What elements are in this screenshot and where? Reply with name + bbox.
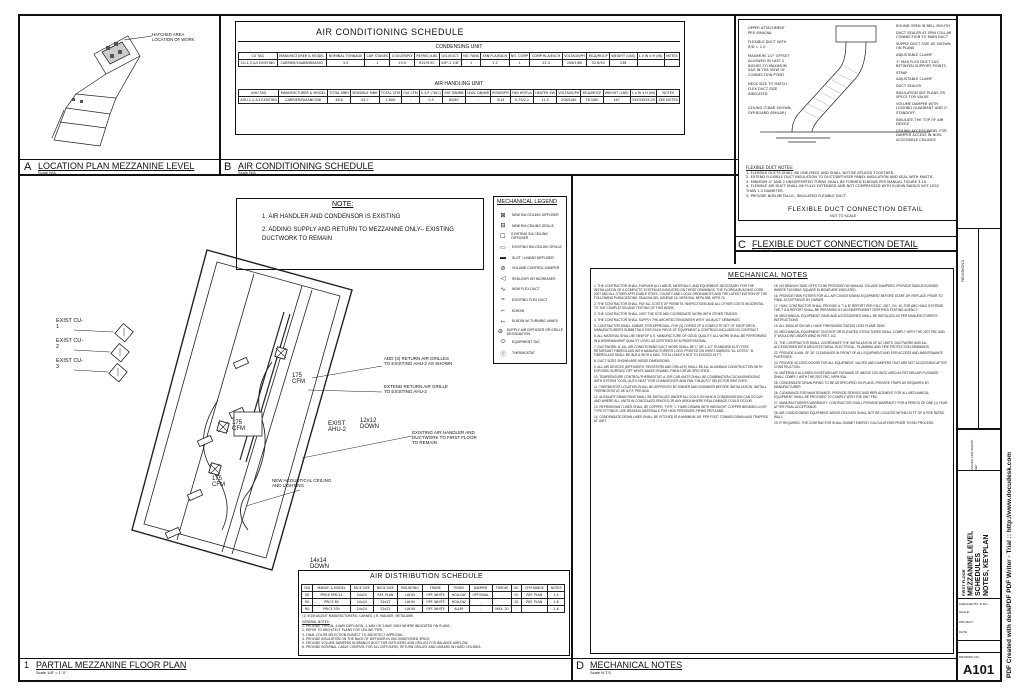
checked-by: CHECKED BY: B.M.L. (959, 602, 989, 606)
cfm-low-label: 175 CFM (212, 476, 225, 488)
flex-note: 4. FLEXIBLE AIR DUCT SHALL BE FULLY EXTENDED AND NOT COMPRESSED WITH ELBOW RADIUS NOT LESS THAN 1.5 DIAMETER. (746, 184, 939, 193)
table-cell: REF. PLAN (521, 592, 548, 599)
table-cell: - (465, 97, 490, 104)
legend-label: NEW S/A CEILING DIFFUSER (512, 213, 559, 218)
table-header-cell: O/A CFM (403, 91, 418, 95)
table-cell: REF. PLAN (521, 599, 548, 606)
legend-title: MECHANICAL LEGEND (497, 199, 558, 205)
legend-label: NEW FLEX DUCT (512, 287, 540, 292)
table-cell: 24x24 (350, 599, 373, 606)
title-block-h4 (957, 598, 1002, 599)
mech-note: 14. CONDENSATE DRAIN LINES SHALL BE PITCHED AT A MINIMUM 1/8" PER FOOT TOWARD DRAIN AND TRAPPED AT UNIT. (594, 415, 768, 424)
mech-note: 17. HVAC CONTRACTOR SHALL PROVIDE A "T & B" REPORT PER F.B.C. 2007, CH. 10, FOR ABC HVAC SYSTEMS. THE T & B REPORT SHALL BE PREPARED BY AN INDEPENDENT CERTIFIED TESTING AGENCY. (774, 304, 945, 313)
table-cell: MAX. 20 (492, 606, 512, 613)
table-header-cell: LIQ./SUCT. (439, 53, 461, 60)
table-cell: 20 (512, 592, 521, 599)
mech-note: 12. AUXILIARY DRAIN PANS SHALL BE INSTALLED UNDER ALL COILS ON WHICH CONDENSATION CAN OCCUR AND WHERE ALL UNITS IN CONCEALED SPACES OR ANY AREA WHERE REAL DAMAGE COULD OCCUR. (594, 395, 763, 404)
table-cell: HOLLOW (448, 599, 469, 606)
legend-label: VOLUME CONTROL DAMPER (512, 266, 560, 271)
mech-notes-scale: Scale N.T.S (590, 670, 611, 675)
table-cell: 208/1/60 (557, 97, 581, 104)
sheet-title-line: SCHEDULES (975, 552, 983, 596)
table-cell: CU-1,2,&3 EXISTING (239, 60, 278, 67)
section-letter-d: D (576, 660, 584, 672)
location-plan-scale: Scale N/A (38, 170, 56, 175)
table-cell: CARRIER/24ABB360A003 (277, 60, 327, 67)
legend-label: SLOT / LINEAR DIFFUSER (512, 255, 554, 260)
table-cell: 208/1/60 (562, 60, 587, 67)
floor-plan-drawing (22, 240, 492, 580)
table-header-cell: CFM RANGE (521, 585, 548, 592)
mech-notes-title: MECHANICAL NOTES (728, 272, 808, 279)
sheet-title (960, 476, 990, 596)
supply-diffuser-icon: ⊠ (500, 212, 506, 219)
mech-caption-line (572, 658, 957, 659)
flex-notes-title: FLEXIBLE DUCT NOTES: (746, 165, 794, 170)
table-cell: LAY-IN (397, 599, 422, 606)
air-dist-notes-title: GENERAL NOTES: (302, 620, 330, 624)
air-dist-note: 2. REFER TO ARCHITECT PLANS FOR CEILING TYPE. (302, 628, 384, 633)
flex-callout-right: ADJUSTABLE CLAMP (896, 52, 932, 57)
table-cell: 13.0 (390, 60, 415, 67)
flex-section-scale: Scale N/A (752, 248, 770, 253)
flex-callout-right: CEILING ACCESS PANEL FOR DAMPER ACCESS IN NON-ACCESSIBLE CEILINGS (896, 128, 947, 142)
mech-note: 10. TEMPERATURE CONTROL/THERMOSTAT: A. EIR CAR UNITS SHALL BE COMBINATION COOLING/HEATING WITH SYSTEM "COOL-AUTO-HEAT" FOR CHANGEOVER AND FAN "ON-AUTO" SELECTOR SWITCHES. (594, 374, 761, 383)
mech-note: 27. MANUFACTURER'S WARRANTY: CONTRACTOR SHALL PROVIDE WARRANTY FOR A PERIOD OF ONE (1) YEAR AFTER FINAL ACCEPTANCE. (774, 401, 948, 410)
slot-diffuser-icon: ▬ (500, 254, 506, 261)
flex-caption-line (735, 236, 957, 237)
table-header-cell: L x W x H (IN) (631, 91, 656, 95)
location-plan-title: LOCATION PLAN MEZZANINE LEVEL (38, 161, 195, 171)
mech-notes-left-col (594, 284, 768, 648)
flex-note: 2. EXTEND FLEXIBLE DUCT INSULATION TO DUCT/DIFFUSER PANEL INSULATION AND SEAL WITH MASTIC. (746, 175, 935, 180)
air-dist-note: 1. PROVIDE TYPICAL 4-WAY DIFFUSION, 2-WAY OR 3-WAY ONLY WHERE INDICATED ON PLANS. (302, 624, 451, 629)
flex-duct-icon: ∿ (500, 286, 506, 293)
legend-label: SUPPLY AIR DIFFUSER OR GRILLE DESIGNATION (506, 327, 564, 336)
floor-plan-note-1: 1. AIR HANDLER AND CONDENSOR IS EXISTING (262, 214, 401, 220)
thermostat-icon: Ⓣ (499, 351, 506, 358)
table-cell: - (469, 599, 492, 606)
table-header-cell: VOLTAGE/PH (564, 54, 585, 58)
table-cell: 1,800 (379, 97, 401, 104)
table-cell: 1 (365, 60, 390, 67)
flex-callout-left: UPPER ATTACHMENT PER SMACNA (748, 26, 785, 35)
air-dist-note: 4. PROVIDE INSULATION ON THE BACK OF DIFFUSER IN UNCONDITIONED SPACE. (302, 636, 431, 641)
legend-row (494, 274, 564, 285)
date-field: DATE: (959, 630, 968, 634)
table-header-cell: MANUFACTURER & MODEL (280, 91, 326, 95)
flex-box-scale: NOT TO SCALE (830, 214, 857, 218)
exist-ahu2-label: EXIST AHU-2 (328, 421, 347, 433)
table-header-cell: COMP RLA/EACH (530, 53, 562, 60)
mech-note: 28. AIR CONDITIONING EQUIPMENT ABOVE CEILINGS SHALL NOT BE LOCATED WITHIN 10 FT OF A FIRE RATED WALL. (774, 411, 945, 420)
table-header-cell: TOTAL MBH (329, 91, 349, 95)
legend-row (494, 316, 564, 327)
flex-note: 5. PROVIDE NON-METALLIC, INSULATED FLEXIBLE DUCT. (746, 193, 847, 198)
designation-icon: ⊖ (497, 329, 503, 336)
table-header-cell: LEAV. DB/WB (466, 91, 489, 95)
mech-note: 3. THE CONTRACTOR SHALL VISIT THE SITE AND COORDINATE WORK WITH OTHER TRADES. (594, 312, 738, 317)
table-header-cell: FAN FLA/EACH (482, 54, 508, 58)
table-cell: 238 (609, 60, 637, 67)
table-header-cell: MCA/MOCP (588, 54, 608, 58)
flex-section-title: FLEXIBLE DUCT CONNECTION DETAIL (752, 239, 918, 249)
mech-note: 19. ALL INSULATION WILL HAVE FIRE/SMOKE RATING LESS FLAME 25/50. (774, 324, 886, 329)
mech-note: 7. DUCTWORK: A. ALL AIR CONDITIONING DUCT WORK SHALL BE 1" OR 1-1/2" STANDARD DUTY FIRE RETARDANT FIBERGLASS WITH MANUFACTURER'S LOGO PRINTED ON SHEET MARKED "UL LISTED". B. FIBERGLASS SHALL BE IN-R-6 WITH A MAX. TOTAL LENGTH NOT TO EXCEED 15 FT. (594, 344, 754, 357)
table-header-cell: DAMPER (469, 585, 492, 592)
scale-field: SCALE: (959, 610, 970, 614)
table-header-cell: WEIGHT (LBS) (604, 91, 629, 95)
table-header-cell: NOMINAL TONNAGE (327, 53, 365, 60)
legend-label: ELBOW W/ TURNING VANES (512, 319, 558, 324)
flex-callouts-right (896, 24, 954, 142)
mech-note: 24. MATERIALS ALLOWED IN RETURN AIR PLENUMS OF ABOVE CEILINGS USED AS RETURN AIR PLENUMS SHALL COMPLY WITH THE 2007 FBC, NFPA 90A. (774, 370, 938, 379)
table-header-cell: HEATER KW (535, 91, 555, 95)
flex-callout-right: INSULATE THE TOP OF AIR DEVICE (896, 117, 944, 127)
sheet-title-line: FIRST FLOOR (961, 569, 966, 596)
legend-label: NEW R/A CEILING GRILLE (512, 223, 554, 228)
table-header-cell: WEIGHT (LBS) (611, 54, 636, 58)
flex-callout-right: SUPPLY DUCT SIZE AS SHOWN ON PLANS (896, 41, 951, 51)
existing-ahu-label: EXISTING AIR HANDLER AND DUCTWORK TO FIRST FLOOR TO REMAIN (412, 430, 477, 445)
table-cell: - (492, 599, 512, 606)
air-dist-notes (302, 620, 564, 649)
table-header-cell: AHU TAG (239, 90, 279, 97)
section-letter-c: C (738, 239, 746, 251)
flex-callout-left: MAXIMUM 1/2" OFFSET ALLOWED IN LAST 2 INCHES TO MAXIMUM SAG IN THE VIEW OF CONNECTION POINT (748, 54, 790, 77)
table-cell: 25X33X54.25 (632, 98, 656, 102)
divider-a-b (219, 16, 221, 176)
mech-note: 5. CONTRACTOR SHALL SUBMIT, FOR APPROVAL, FIVE (5) COPIES OF A COMPLETE SET OF SHOP DRGS., MANUFACTURER'S SUBMITTALS FOR EACH PIECE OF EQUIPMENT & CONTROLS INCLUDED IN CONTRACT. (594, 324, 759, 333)
mech-notes-section-title: MECHANICAL NOTES (590, 660, 683, 670)
table-cell: 1.2 (481, 60, 509, 67)
project-field: PROJECT: (959, 620, 974, 624)
title-block-h5 (957, 640, 1002, 641)
table-cell (664, 60, 679, 67)
table-cell: 3/14 (491, 97, 511, 104)
table-cell: ALUM (448, 606, 469, 613)
ac-schedule-title: AIR CONDITIONING SCHEDULE (316, 27, 465, 37)
table-cell: OPT. WHITE (422, 592, 448, 599)
table-cell: OPT. WHITE (422, 606, 448, 613)
legend-label: EXISTING S/A CEILING DIFFUSER (511, 232, 548, 241)
ac-schedule-box (235, 21, 685, 135)
table-cell: 167 (603, 97, 630, 104)
table-cell: CARRIER/FA4ANC036 (279, 97, 328, 104)
floor-plan-note-2: 2. ADDING SUPPLY AND RETURN TO MEZZANINE ONLY-- EXISTING DUCTWORK TO REMAIN (262, 227, 454, 242)
table-header-cell: MANUF. & MODEL (313, 585, 351, 592)
condensing-unit-table (238, 52, 680, 67)
table-header-cell: FACE SIZE (350, 585, 373, 592)
flex-callout-right: INSULATION SEE PLANS OR SPECS FOR VALUE (896, 90, 945, 100)
table-cell: LAY-IN (397, 592, 422, 599)
revisions-label: REVISIONS (960, 260, 965, 282)
sheet-number: A101 (963, 662, 995, 677)
mech-note: 15. NO BRANCH TAKE-OFFS TO BE PROVIDED W/ MANUAL VOLUME DAMPERS. PROVIDE RADIUS ELBOWS WHERE FLEXIBLE SQUARE ELBOWS ARE INDICATED. (774, 284, 939, 293)
mech-note: 23. PROVIDE ACCESS DOORS FOR ALL EQUIPMENT, VALVES AND DAMPERS THAT ARE NOT ACCESSIBLE AFTER CONSTRUCTION. (774, 360, 947, 369)
table-header-cell: CU TAG (239, 53, 278, 60)
legend-items (494, 210, 564, 358)
flex-callout-left: NECK SIZE TO MATCH FLEX DUCT SIZE INDICATED (748, 82, 787, 96)
table-header-cell: COOLER/PLY (391, 54, 413, 58)
table-header-cell: FINISH (448, 585, 469, 592)
floor-plan-scale: Scale 1/8" = 1'-0" (36, 670, 67, 675)
size-12x12-label: 12x12 DOWN (360, 418, 379, 430)
mech-note: 29. IF REQUIRED, THE CONTRACTOR SHALL SUBMIT ENERGY CALCULATIONS PRIOR TO BID PROCESS. (774, 421, 935, 426)
table-header-cell: ROWS/FPI (492, 91, 509, 95)
flex-box-title: FLEXIBLE DUCT CONNECTION DETAIL (788, 206, 924, 213)
table-header-cell: L x W x H (IN) (638, 54, 663, 58)
table-header-cell: E.S.P ("W.C) (420, 91, 442, 95)
title-block-h6 (957, 652, 1002, 653)
exist-cu-2-label: EXIST CU-2 (56, 338, 84, 350)
air-dist-note: 5. PROVIDE VOLUME DAMPERS IN BRANCH DUCT FOR DIFFUSERS AND GRILLES FOR BALANCE AIRFLOW. (302, 641, 469, 646)
table-cell: 1 (461, 60, 480, 67)
reducer-icon: ◁ (500, 276, 506, 283)
table-cell: R22/9.50 (414, 60, 439, 67)
mech-note: 16. PROVIDE NEW FILTERS FOR ALL AIR CONDITIONING EQUIPMENT BEFORE START-UP. REPLACE PRIOR TO FINAL ACCEPTANCE BY OWNER. (774, 294, 943, 303)
table-header-cell: MANUFACTURER & MODEL (277, 53, 327, 60)
legend-row (494, 210, 564, 221)
table-cell: 32.6/50 (587, 60, 609, 67)
table-cell: 1-6 (548, 599, 565, 606)
mech-note: 25. CONDENSATE DRAIN PIPING TO BE AS SPECIFIED ON PLANS. PROVIDE TRAPS AS REQUIRED BY MANUFACTURER. (774, 380, 930, 389)
flex-note: 3. MINIMUM 4" AND 2 UNSUPPORTED TURNS SHALL BE FORMED ELBOWS PER MANUAL FIGURE 3-10. (746, 179, 928, 184)
legend-row (494, 231, 564, 242)
table-header-cell: VOLTAGE/PH (558, 91, 580, 95)
divider-b-c (734, 16, 736, 264)
condensing-unit-header: CONDENSING UNIT (435, 44, 483, 50)
floor-plan-title: PARTIAL MEZZANINE FLOOR PLAN (36, 660, 187, 670)
extend-note-label: EXTEND RETURN AIR GRILLE TO EXISTING AHU-2 (384, 384, 449, 394)
legend-row (494, 284, 564, 295)
table-header-cell: EAT DB/WB (444, 91, 464, 95)
issued-for-label: ISSUED FOR PERMIT SET (970, 439, 978, 470)
flex-note: 1. FLEXIBLE DUCTS SHALL BE ONE-PIECE AND SHALL NOT BE SPLICED TOGETHER. (746, 170, 895, 175)
cfm-mid-label: 175 CFM (232, 420, 245, 432)
mech-note: 11. THERMOSTAT LOCATION SHALL BE APPROVED BY OWNER AND ENGINEER BEFORE INSTALLATION. INSTALL THERMOSTAT AT 48" A.F.F. PER ADA. (594, 384, 767, 393)
title-block-mid-divider (978, 228, 979, 428)
table-cell: 1-5 (548, 592, 565, 599)
table-header-cell: REFRIG./LBS (416, 54, 438, 58)
cfm-top-label: 175 CFM (292, 373, 305, 385)
table-cell: - (492, 592, 512, 599)
flex-callout-right: DUCT SEALER (896, 83, 922, 88)
air-handling-unit-header: AIR HANDLING UNIT (434, 81, 484, 87)
mech-note: 8. DUCT SIZES SHOWN ARE INSIDE DIMENSIONS. (594, 358, 671, 363)
table-header-cell: NO. COMP (510, 54, 529, 58)
table-cell: AHU-1,2,&3 EXISTING (240, 98, 278, 102)
mech-note: 1. THE CONTRACTOR SHALL FURNISH ALL LABOR, MATERIALS, AND EQUIPMENT NECESSARY FOR THE INSTALLATION OF A COMPLETE SYSTEM AS INDICATED ON THESE DRAWINGS. THE FLORIDA BUILDING CODE 2007 AND ALL OTHER APPLICABLE STATE, COUNTY AND LOCAL ORDINANCES AND THE LATEST EDITION OF THE FOLLOWING PUBLICATIONS: SMACNA SEI, ASHRAE 15, NFPA 90A, NFPA 90B, NFPA 70. (594, 284, 768, 301)
table-header-cell: MCA/MOCP (582, 91, 602, 95)
flex-callout-right: VOLUME DAMPER WITH LOCKING QUADRANT AND 2" STANDOFF (896, 101, 948, 115)
legend-row (494, 327, 564, 338)
table-cell: PRICE SPD-24 (313, 592, 351, 599)
legend-label: THERMOSTAT (512, 351, 535, 356)
table-cell: 22x22 (373, 599, 397, 606)
table-cell: - (469, 606, 492, 613)
floor-plan-right-divider (571, 175, 573, 682)
table-cell: SEE NOTES (658, 98, 678, 102)
section-letter-b: B (224, 161, 232, 173)
air-dist-title: AIR DISTRIBUTION SCHEDULE (370, 573, 484, 580)
table-cell (637, 60, 664, 67)
section-letter-a: A (24, 161, 32, 173)
section-number-1: 1 (24, 660, 30, 670)
exist-cu-3-label: EXIST CU-3 (56, 358, 84, 370)
air-dist-footnote: (1) EQUIVALENT MANUFACTURERS: CARNES, J.R. WALKER, METALAIRE. (302, 614, 415, 618)
mech-note: 6. ALL MATERIAL SHALL BE NEW OF U.S. MANUFACTURE OF GOOD QUALITY. ALL WORK SHALL BE PERFORMED IN A WORKMANSHIP QUALITY LEVEL AS CERTIFIED BY A PROFESSIONAL. (594, 334, 767, 343)
mech-notes-right-col (774, 284, 948, 648)
ac-schedule-scale: Scale N/A (238, 170, 256, 175)
damper-icon: ⊘ (500, 265, 506, 272)
return-note-label: ADD (3) RETURN AIR GRILLES TO EXISTING AHU-2 AS SHOWN (384, 356, 453, 366)
table-cell: OPT. WHITE (422, 599, 448, 606)
table-cell (521, 606, 548, 613)
floor-plan-note-title: NOTE: (332, 201, 354, 208)
mech-note: 26. CLEARANCE FOR MAINTENANCE: PROVIDE SERVICE AND REPLACEMENT FOR ALL MECHANICAL EQUIPMENT SHALL BE PROVIDED TO COMPLY WITH THE 2007 FBC. (774, 390, 930, 400)
table-cell: 22x22 (373, 606, 397, 613)
legend-label: EXISTING R/A CEILING GRILLE (512, 245, 562, 250)
legend-row (494, 252, 564, 263)
title-block-h1 (957, 228, 1002, 229)
table-cell: 25.3 (530, 60, 562, 67)
ac-schedule-section-title: AIR CONDITIONING SCHEDULE (238, 161, 374, 171)
table-cell: 0.5 (419, 97, 443, 104)
mech-note: 22. PROVIDE A MIN. OF 30" CLEARANCE IN FRONT OF ALL EQUIPMENT AND FOR ACCESS AND MAINTENANCE PURPOSES. (774, 350, 943, 359)
table-cell: PRICE 80 (313, 599, 351, 606)
flex-callout-right: ROUND OPEN IN BELL MOUTH (896, 24, 950, 28)
table-cell: - (402, 97, 420, 104)
table-cell: LAY-IN (397, 606, 422, 613)
table-cell: HOLLOW (448, 592, 469, 599)
flex-callout-left: CEILING (T-BAR SHOWN, GYP-BOARD SIMILAR) (748, 106, 792, 115)
exist-cu-1-label: EXIST CU-1 (56, 318, 84, 330)
table-cell: 80/67 (443, 97, 465, 104)
flex-callout-right: STRAP (896, 70, 908, 75)
table-cell: - (512, 606, 521, 613)
table-cell: RG (302, 599, 313, 606)
legend-label: REDUCER OR INCREASER (512, 276, 556, 281)
sheet-title-line: NOTES, KEYPLAN (982, 534, 990, 596)
mech-note: 20. MECHANICAL EQUIPMENT ON ROOF OR ELEVATED STRUCTURES SHALL COMPLY WITH THE 2007 FBC AND IT WOULD BE UNDER WIND IN FEET 142. (774, 330, 945, 339)
legend-row (494, 348, 564, 359)
flex-callout-right: DUCT SEALER AT SPIN COLLAR CONNECTION TO MAIN DUCT (896, 30, 952, 40)
table-header-cell: NOTES (548, 585, 565, 592)
table-cell: 24x24 (350, 606, 373, 613)
legend-label: EXISTING FLEX DUCT (512, 298, 548, 303)
legend-row (494, 305, 564, 316)
air-dist-note: 6. PROVIDE INTERNAL CABLE CONTROL FOR ALL DIFFUSERS, RETURN GRILLES AND LINEARS IN HARD CEILINGS. (302, 645, 482, 650)
mech-note: 9. ALL AIR DEVICES (DIFFUSERS, REGISTERS AND GRILLES) SHALL BE ALL ALUMINUM CONSTRUCTION WITH EXPOSED SURFACE OFF WHITE BAKED ENAMEL FINISH OR AS SPECIFIED. (594, 364, 763, 373)
acoustical-label: NEW ACOUSTICAL CEILING AND LIGHTING (272, 478, 332, 488)
table-cell: 36.6 (328, 97, 351, 104)
flex-callouts-left (748, 26, 792, 115)
table-cell: OPTIONAL (469, 592, 492, 599)
mech-note: 18. MECHANICAL EQUIPMENT, FANS AND ACCESSORIES SHALL BE INSTALLED AS PER MANUFACTURER'S INSTRUCTIONS. (774, 314, 938, 323)
air-dist-note: 3. FINAL COLOR SELECTION SUBJECT TO ARCHITECT APPROVAL. (302, 632, 404, 637)
mech-note: 21. THE CONTRACTOR SHALL COORDINATE THE INSTALLATION OF AC UNITS, DUCTWORK AND ALL ACCESSORIES WITH ARCHITECTURAL, ELECTRICAL, PLUMBING AND FIRE PROTECTION DRAWINGS. (774, 340, 930, 349)
title-block-h3 (957, 470, 1002, 471)
floor-plan-caption-line (20, 658, 571, 659)
ac-schedule-title-underline (238, 41, 680, 42)
equipment-tag-icon: ⬭ (500, 338, 506, 345)
legend-row (494, 295, 564, 306)
table-header-cell: TAG (302, 585, 313, 592)
existing-flex-icon: ≈ (501, 297, 505, 304)
existing-grille-icon: ▭ (500, 244, 506, 251)
air-dist-table (301, 584, 565, 613)
table-header-cell: NOTES (666, 54, 678, 58)
title-block-h2 (957, 428, 1002, 430)
legend-row (494, 242, 564, 253)
table-cell: 24x24 (350, 592, 373, 599)
existing-diffuser-icon: ☐ (500, 233, 506, 240)
elbow-vanes-icon: ⌙ (500, 318, 506, 325)
table-cell: REF. PLAN (373, 592, 397, 599)
flex-callout-right: ADJUSTABLE CLAMP (896, 77, 932, 82)
table-header-cell: NC (512, 585, 521, 592)
table-cell: 3.0 (327, 60, 365, 67)
flex-callout-left: FLEXIBLE DUCT WITH R/D = 1.0 (748, 40, 787, 49)
table-header-cell: TOTAL CFM (380, 91, 400, 95)
table-cell: 76.5/80 (581, 97, 603, 104)
table-header-cell: FRAME (422, 585, 448, 592)
table-header-cell: SENSIBLE MBH (352, 91, 378, 95)
table-cell: 3/8"-1 1/8" (441, 61, 460, 65)
table-header-cell: NO. FANS (463, 54, 480, 58)
elbow-icon: ⌐ (501, 307, 505, 314)
table-cell: PRICE 530 (313, 606, 351, 613)
flex-callout-right: 1" MAX FLEX DUCT SAG BETWEEN SUPPORT POINTS (896, 59, 946, 69)
legend-label: ELBOW (512, 308, 525, 313)
legend-row (494, 263, 564, 274)
table-header-cell: NECK SIZE (373, 585, 397, 592)
return-grille-icon: ⊟ (500, 223, 506, 230)
table-header-cell: MOUNTING (397, 585, 422, 592)
mech-note: 2. THE CONTRACTOR SHALL PAY ALL COSTS OF PERMITS, INSPECTIONS AND ALL OTHER COSTS INCIDENTAL TO THE COMPLETION AND TESTING OF THIS WORK. (594, 302, 764, 311)
watermark-text: PDF Created with deskPDF PDF Writer - Trial :: http://www.docudesk.com (1006, 451, 1013, 678)
legend-label: EQUIPMENT TAG (512, 340, 540, 345)
title-block-divider (956, 16, 958, 682)
table-cell: 1 (509, 60, 530, 67)
legend-row (494, 337, 564, 348)
table-header-cell: NOTES (657, 90, 680, 97)
sheet-title-line: MEZZANINE LEVEL (967, 530, 975, 596)
air-handling-unit-table (238, 89, 680, 104)
table-cell: 11.5 (533, 97, 556, 104)
table-cell: 43.7 (351, 97, 380, 104)
table-cell: SD (302, 592, 313, 599)
mech-note: 4. THE CONTRACTOR SHALL SUPPLY THE ARCHITECT/ENGINEER WITH "AS-BUILT" DRAWINGS. (594, 318, 741, 323)
size-14x14-label: 14x14 DOWN (310, 558, 329, 570)
table-header-cell: THROW (492, 585, 512, 592)
table-header-cell: FAN HP/FLA (512, 91, 532, 95)
table-cell: RG (302, 606, 313, 613)
drawing-no-label: DRAWING NO. (959, 655, 980, 659)
table-header-cell: CAP. STAGES (366, 54, 388, 58)
table-cell: 0.75/2.2 (511, 97, 534, 104)
table-cell: 20 (512, 599, 521, 606)
flex-notes (746, 166, 946, 198)
table-cell: 1-6 (548, 606, 565, 613)
legend-row (494, 221, 564, 232)
location-plan-callout: HATCHED AREA LOCATION OF WORK (152, 32, 195, 42)
mech-note: 13. REFRIGERANT LINES SHALL BE COPPER, TYPE "L" HARD DRAWN WITH WROUGHT COPPER BENDING LIGHT TYPE FITTINGS, USE BRAZING MATERIALS FOR HIGH PRESSURE PIPING PER ASME. (594, 405, 767, 414)
